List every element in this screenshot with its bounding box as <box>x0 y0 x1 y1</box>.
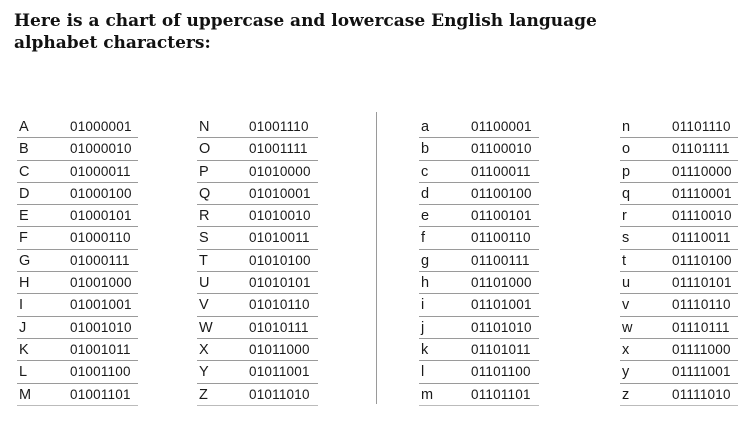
alphabet-row <box>620 317 738 339</box>
binary-code: 01110100 <box>672 252 732 268</box>
binary-code: 01001000 <box>70 275 132 291</box>
character-label: p <box>622 163 631 180</box>
character-label: P <box>199 163 209 180</box>
character-label: X <box>199 341 209 358</box>
character-label: d <box>421 185 430 202</box>
binary-code: 01110110 <box>672 297 731 313</box>
uppercase-a-m-column <box>17 116 138 406</box>
binary-code: 01110000 <box>672 163 732 179</box>
alphabet-row <box>197 384 318 406</box>
alphabet-row <box>197 138 318 160</box>
lowercase-n-z-column <box>620 116 738 406</box>
alphabet-row <box>419 272 539 294</box>
character-label: H <box>19 275 30 292</box>
uppercase-n-z-column <box>197 116 318 406</box>
character-label: j <box>421 319 425 336</box>
binary-code: 01000111 <box>70 252 130 268</box>
binary-code: 01001101 <box>70 386 131 402</box>
binary-code: 01000001 <box>70 119 132 134</box>
character-label: z <box>622 386 630 403</box>
binary-code: 01011000 <box>249 341 310 357</box>
binary-code: 01001111 <box>249 141 308 157</box>
character-label: g <box>421 252 430 269</box>
character-label: a <box>421 119 430 135</box>
binary-code: 01001110 <box>249 119 309 134</box>
character-label: l <box>421 364 425 381</box>
binary-code: 01000101 <box>70 208 132 224</box>
alphabet-row <box>620 250 738 272</box>
alphabet-row <box>419 183 539 205</box>
alphabet-row <box>419 138 539 160</box>
character-label: i <box>421 297 425 314</box>
character-label: w <box>622 319 633 336</box>
binary-code: 01101111 <box>672 141 730 157</box>
binary-code: 01110111 <box>672 319 730 335</box>
alphabet-row <box>620 183 738 205</box>
binary-code: 01111000 <box>672 341 731 357</box>
alphabet-row <box>419 361 539 383</box>
character-label: o <box>622 141 631 158</box>
binary-code: 01101011 <box>471 341 531 357</box>
character-label: A <box>19 119 29 135</box>
alphabet-row <box>620 384 738 406</box>
alphabet-row <box>419 339 539 361</box>
alphabet-row <box>620 294 738 316</box>
binary-code: 01110011 <box>672 230 731 246</box>
alphabet-row <box>620 161 738 183</box>
character-label: t <box>622 252 627 269</box>
binary-code: 01010110 <box>249 297 310 313</box>
binary-code: 01000011 <box>70 163 131 179</box>
alphabet-row <box>17 361 138 383</box>
alphabet-row <box>197 227 318 249</box>
binary-code: 01000100 <box>70 185 132 201</box>
binary-code: 01100100 <box>471 185 532 201</box>
character-label: k <box>421 341 429 358</box>
binary-code: 01001010 <box>70 319 132 335</box>
alphabet-row <box>197 294 318 316</box>
binary-code: 01100111 <box>471 252 530 268</box>
character-label: x <box>622 341 630 358</box>
character-label: r <box>622 208 627 225</box>
alphabet-row <box>197 161 318 183</box>
binary-code: 01010010 <box>249 208 311 224</box>
character-label: D <box>19 185 30 202</box>
alphabet-row <box>620 138 738 160</box>
alphabet-row <box>17 250 138 272</box>
alphabet-row <box>17 272 138 294</box>
character-label: h <box>421 275 430 292</box>
character-label: n <box>622 119 631 135</box>
alphabet-row <box>419 161 539 183</box>
alphabet-row <box>17 384 138 406</box>
character-label: u <box>622 275 631 292</box>
alphabet-row <box>419 250 539 272</box>
binary-code: 01100110 <box>471 230 531 246</box>
character-label: Z <box>199 386 208 403</box>
alphabet-row <box>419 227 539 249</box>
binary-code: 01101101 <box>471 386 531 402</box>
binary-code: 01000010 <box>70 141 132 157</box>
alphabet-row <box>620 272 738 294</box>
character-label: s <box>622 230 630 247</box>
binary-code: 01011001 <box>249 364 310 380</box>
page-heading: Here is a chart of uppercase and lowercase English language alphabet characters: <box>14 11 597 53</box>
character-label: U <box>199 275 210 292</box>
character-label: B <box>19 141 29 158</box>
alphabet-row <box>419 294 539 316</box>
alphabet-row <box>620 361 738 383</box>
alphabet-row <box>620 339 738 361</box>
alphabet-row <box>419 384 539 406</box>
alphabet-row <box>197 361 318 383</box>
character-label: T <box>199 252 208 269</box>
character-label: Y <box>199 364 209 381</box>
character-label: G <box>19 252 31 269</box>
binary-code: 01101110 <box>672 119 731 134</box>
character-label: m <box>421 386 434 403</box>
alphabet-row <box>197 339 318 361</box>
binary-code: 01010001 <box>249 185 311 201</box>
character-label: I <box>19 297 24 314</box>
lowercase-a-m-column <box>419 116 539 406</box>
alphabet-row <box>197 317 318 339</box>
binary-code: 01111001 <box>672 364 731 380</box>
alphabet-row <box>197 116 318 138</box>
binary-code: 01001011 <box>70 341 131 357</box>
alphabet-row <box>17 227 138 249</box>
character-label: e <box>421 208 430 225</box>
binary-code: 01011010 <box>249 386 310 402</box>
character-label: K <box>19 341 29 358</box>
binary-code: 01010000 <box>249 163 311 179</box>
binary-code: 01110010 <box>672 208 732 224</box>
alphabet-row <box>197 205 318 227</box>
binary-code: 01001001 <box>70 297 132 313</box>
binary-code: 01010111 <box>249 319 309 335</box>
character-label: C <box>19 163 30 180</box>
binary-code: 01000110 <box>70 230 131 246</box>
binary-code: 01110101 <box>672 275 732 291</box>
character-label: M <box>19 386 32 403</box>
alphabet-row <box>419 116 539 138</box>
alphabet-row <box>17 205 138 227</box>
alphabet-row <box>17 317 138 339</box>
alphabet-row <box>17 116 138 138</box>
binary-code: 01100011 <box>471 163 531 179</box>
binary-code: 01110001 <box>672 185 732 201</box>
binary-code: 01101000 <box>471 275 532 291</box>
binary-code: 01100101 <box>471 208 532 224</box>
alphabet-row <box>17 161 138 183</box>
binary-code: 01100010 <box>471 141 532 157</box>
binary-code: 01111010 <box>672 386 731 402</box>
binary-code: 01001100 <box>70 364 131 380</box>
character-label: E <box>19 208 29 225</box>
character-label: c <box>421 163 429 180</box>
alphabet-row <box>197 250 318 272</box>
binary-code: 01101001 <box>471 297 532 313</box>
binary-code: 01100001 <box>471 119 532 134</box>
column-divider <box>376 112 377 404</box>
character-label: y <box>622 364 630 381</box>
character-label: Q <box>199 185 211 202</box>
character-label: S <box>199 230 209 247</box>
character-label: R <box>199 208 210 225</box>
alphabet-row <box>17 294 138 316</box>
binary-code: 01010100 <box>249 252 311 268</box>
alphabet-row <box>620 116 738 138</box>
character-label: L <box>19 364 28 381</box>
character-label: O <box>199 141 211 158</box>
character-label: J <box>19 319 27 336</box>
character-label: f <box>421 230 426 247</box>
binary-code: 01010011 <box>249 230 310 246</box>
alphabet-row <box>419 317 539 339</box>
alphabet-row <box>17 183 138 205</box>
character-label: N <box>199 119 210 135</box>
alphabet-row <box>17 339 138 361</box>
alphabet-row <box>620 205 738 227</box>
alphabet-row <box>419 205 539 227</box>
alphabet-row <box>620 227 738 249</box>
alphabet-row <box>197 272 318 294</box>
binary-code: 01101100 <box>471 364 531 380</box>
alphabet-row <box>197 183 318 205</box>
binary-code: 01010101 <box>249 275 311 291</box>
character-label: V <box>199 297 209 314</box>
binary-code: 01101010 <box>471 319 532 335</box>
alphabet-row <box>17 138 138 160</box>
character-label: q <box>622 185 631 202</box>
character-label: F <box>19 230 28 247</box>
character-label: W <box>199 319 213 336</box>
character-label: v <box>622 297 630 314</box>
character-label: b <box>421 141 430 158</box>
